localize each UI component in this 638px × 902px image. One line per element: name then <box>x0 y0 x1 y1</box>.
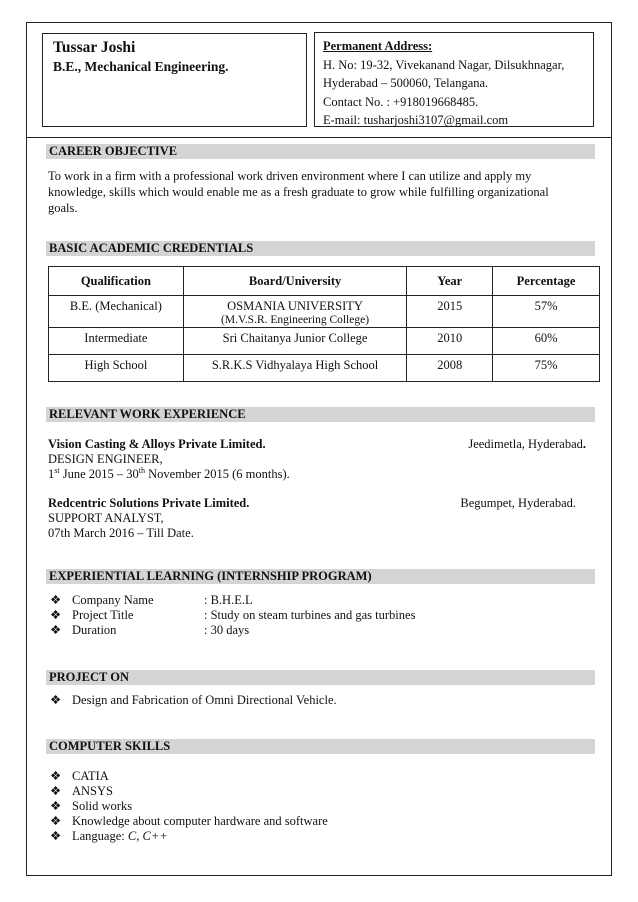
career-line-1: To work in a firm with a professional work driven environment where I can utilize and apply my <box>48 169 532 183</box>
address-line-1: H. No: 19-32, Vivekanand Nagar, Dilsukhnagar, <box>323 57 565 72</box>
cell-board: S.R.K.S Vidhyalaya High School <box>183 355 407 382</box>
col-qualification: Qualification <box>49 267 184 296</box>
date-part: June 2015 – 30 <box>59 467 139 481</box>
address-box <box>314 32 594 127</box>
section-computer-skills: COMPUTER SKILLS <box>46 739 595 754</box>
list-item <box>50 623 249 638</box>
location-text: Jeedimetla, Hyderabad <box>468 437 583 451</box>
job-role: SUPPORT ANALYST, <box>48 511 164 525</box>
candidate-degree: B.E., Mechanical Engineering. <box>53 59 229 74</box>
skill-name: Solid works <box>72 799 133 813</box>
date-sup: st <box>54 465 60 475</box>
cell-board: Sri Chaitanya Junior College <box>183 328 407 355</box>
section-work-experience: RELEVANT WORK EXPERIENCE <box>46 407 595 422</box>
list-item <box>50 608 415 623</box>
list-item <box>50 829 168 844</box>
list-item <box>50 693 337 708</box>
skill-name: CATIA <box>72 769 109 783</box>
diamond-bullet-icon: ❖ <box>50 814 62 828</box>
table-row <box>49 296 600 328</box>
col-board: Board/University <box>183 267 407 296</box>
company-location: Begumpet, Hyderabad. <box>460 496 576 510</box>
cell-year: 2015 <box>407 296 493 328</box>
email-address: E-mail: tusharjoshi3107@gmail.com <box>323 113 509 127</box>
item-label: Duration <box>72 623 117 637</box>
company-name: Vision Casting & Alloys Private Limited. <box>48 437 266 451</box>
section-career-objective: CAREER OBJECTIVE <box>46 144 595 159</box>
diamond-bullet-icon: ❖ <box>50 608 62 622</box>
list-item <box>50 799 132 814</box>
candidate-name: Tussar Joshi <box>53 39 136 56</box>
item-label: Project Title <box>72 608 134 622</box>
academic-table <box>48 266 600 382</box>
diamond-bullet-icon: ❖ <box>50 784 62 798</box>
section-project: PROJECT ON <box>46 670 595 685</box>
career-objective-text <box>48 168 598 216</box>
section-internship: EXPERIENTIAL LEARNING (INTERNSHIP PROGRAM) <box>46 569 595 584</box>
item-label: Company Name <box>72 593 154 607</box>
cell-percentage: 60% <box>493 328 600 355</box>
job-dates: 07th March 2016 – Till Date. <box>48 526 194 540</box>
diamond-bullet-icon: ❖ <box>50 769 62 783</box>
diamond-bullet-icon: ❖ <box>50 799 62 813</box>
table-row <box>49 328 600 355</box>
location-dot: . <box>582 437 586 451</box>
board-sub: (M.V.S.R. Engineering College) <box>221 314 370 326</box>
diamond-bullet-icon: ❖ <box>50 829 62 843</box>
address-line-2: Hyderabad – 500060, Telangana. <box>323 76 489 90</box>
col-year: Year <box>407 267 493 296</box>
job-dates <box>48 467 598 482</box>
company-location <box>468 437 586 452</box>
skill-name: ANSYS <box>72 784 113 798</box>
list-item <box>50 593 253 608</box>
language-label: Language: <box>72 829 128 843</box>
table-row <box>49 355 600 382</box>
work-entry-1 <box>48 437 598 452</box>
cell-percentage: 75% <box>493 355 600 382</box>
item-value: : B.H.E.L <box>204 593 253 607</box>
table-header-row <box>49 267 600 296</box>
work-entry-2 <box>48 496 598 511</box>
list-item <box>50 814 328 829</box>
project-title: Design and Fabrication of Omni Directional Vehicle. <box>72 693 337 707</box>
list-item <box>50 769 109 784</box>
cell-percentage: 57% <box>493 296 600 328</box>
date-part: 1 <box>48 467 55 481</box>
contact-number: Contact No. : +918019668485. <box>323 94 479 109</box>
diamond-bullet-icon: ❖ <box>50 693 62 707</box>
language-value: C, C++ <box>127 829 168 843</box>
header-divider <box>26 137 612 138</box>
list-item <box>50 784 113 799</box>
company-name: Redcentric Solutions Private Limited. <box>48 496 250 510</box>
career-line-2: knowledge, skills which would enable me as a fresh graduate to grow while fulfilling organizational <box>48 185 549 199</box>
section-academic: BASIC ACADEMIC CREDENTIALS <box>46 241 595 256</box>
career-line-3: goals. <box>48 201 78 215</box>
cell-year: 2010 <box>407 328 493 355</box>
board-name: OSMANIA UNIVERSITY <box>227 299 363 313</box>
date-part: November 2015 (6 months). <box>145 467 290 481</box>
diamond-bullet-icon: ❖ <box>50 593 62 607</box>
skill-name: Knowledge about computer hardware and software <box>72 814 328 828</box>
cell-qualification: High School <box>49 355 184 382</box>
address-title: Permanent Address: <box>323 39 433 53</box>
cell-board <box>183 296 407 328</box>
date-sup: th <box>138 465 145 475</box>
item-value: : 30 days <box>204 623 250 637</box>
job-role: DESIGN ENGINEER, <box>48 452 163 466</box>
cell-year: 2008 <box>407 355 493 382</box>
cell-qualification: Intermediate <box>49 328 184 355</box>
col-percentage: Percentage <box>493 267 600 296</box>
name-box <box>42 33 307 127</box>
item-value: : Study on steam turbines and gas turbines <box>204 608 416 622</box>
cell-qualification: B.E. (Mechanical) <box>49 296 184 328</box>
diamond-bullet-icon: ❖ <box>50 623 62 637</box>
